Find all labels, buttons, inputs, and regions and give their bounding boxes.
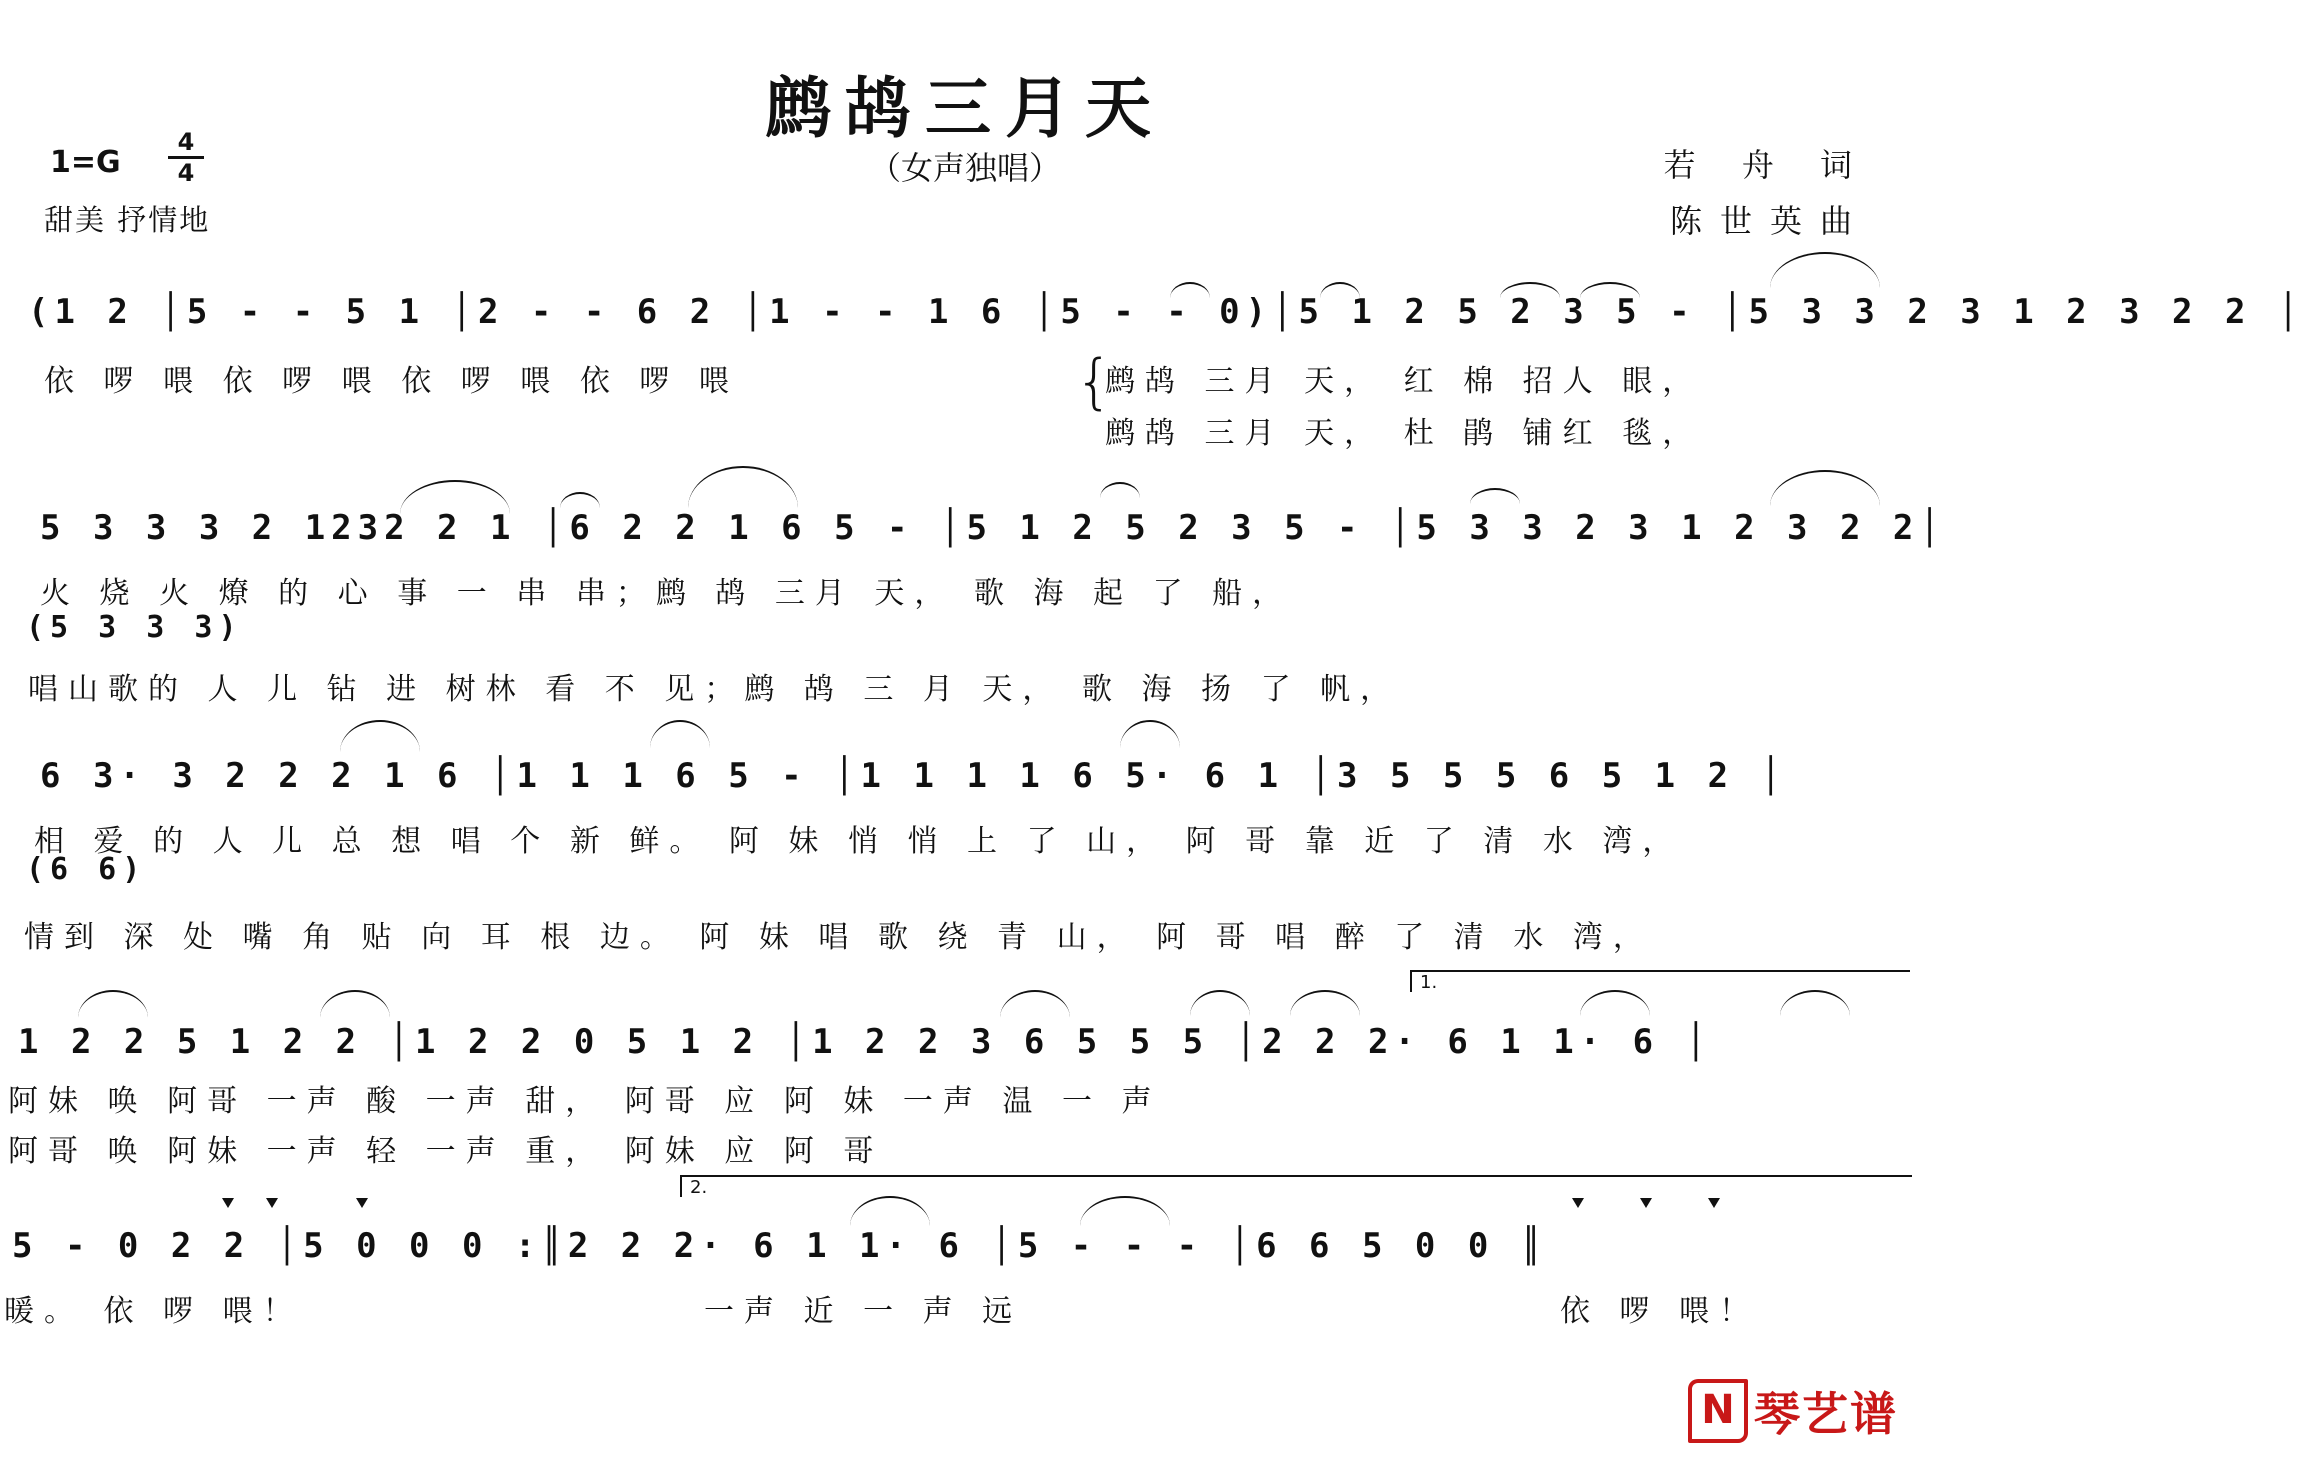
notation-row-1: (1 2 │5 - - 5 1 │2 - - 6 2 │1 - - 1 6 │5 - - 0)│5 1 2 5 2 3 5 - │5 3 3 2 3 1 2 3 2 2 │ [28, 292, 2304, 332]
song-title: 鹧鸪三月天 [765, 69, 1165, 147]
accent-mark [1708, 1198, 1720, 1208]
slur [1780, 990, 1850, 1016]
lyrics-row-1-intro: 依 啰 喂 依 啰 喂 依 啰 喂 依 啰 喂 [44, 364, 739, 399]
slur [1500, 282, 1560, 298]
lyrics-row-2-verse-2: 唱山歌的 人 儿 钻 进 树林 看 不 见；鹧 鸪 三 月 天， 歌 海 扬 了 帆， [28, 672, 1401, 707]
volta-2-label: 2. [690, 1177, 708, 1198]
slur [78, 990, 148, 1018]
logo-text: 琴艺谱 [1754, 1387, 1898, 1441]
song-subtitle: （女声独唱） [868, 149, 1061, 187]
notation-row-3: 6 3· 3 2 2 2 1 6 │1 1 1 6 5 - │1 1 1 1 6 5· 6 1 │3 5 5 5 6 5 1 2 │ [40, 756, 1788, 796]
site-logo[interactable] [1688, 1378, 1898, 1444]
lyrics-row-1-verse-1: 鹧鸪 三月 天， 红 棉 招人 眼， [1105, 364, 1703, 399]
volta-1-bracket [1410, 970, 1910, 992]
notation-row-4: 1 2 2 5 1 2 2 │1 2 2 0 5 1 2 │1 2 2 3 6 5 5 5 │2 2 2· 6 1 1· 6 │ [18, 1022, 1713, 1062]
slur [1170, 282, 1210, 298]
slur [1320, 282, 1360, 298]
key-signature: 1=G [50, 145, 121, 180]
logo-mark-icon: N [1688, 1379, 1748, 1443]
ossia-row-2: (5 3 3 3) [26, 610, 243, 645]
lyrics-row-4-verse-1: 阿妹 唤 阿哥 一声 酸 一声 甜， 阿哥 应 阿 妹 一声 温 一 声 [8, 1084, 1162, 1119]
slur [1120, 720, 1180, 748]
slur [1580, 990, 1650, 1016]
slur [850, 1196, 930, 1226]
lyrics-row-3-verse-1: 相 爱 的 人 儿 总 想 唱 个 新 鲜。 阿 妹 悄 悄 上 了 山， 阿 哥 靠 近 了 清 水 湾， [34, 824, 1683, 859]
accent-mark [222, 1198, 234, 1208]
accent-mark [1572, 1198, 1584, 1208]
slur [650, 720, 710, 748]
lyrics-row-4-verse-2: 阿哥 唤 阿妹 一声 轻 一声 重， 阿妹 应 阿 哥 [8, 1134, 884, 1169]
lyrics-row-1-verse-2: 鹧鸪 三月 天， 杜 鹃 铺红 毯， [1105, 416, 1703, 451]
slur [400, 480, 510, 514]
lyrics-row-5-second-ending: 一声 近 一 声 远 [704, 1294, 1023, 1329]
time-top: 4 [177, 128, 195, 156]
lyrics-row-5-coda: 依 啰 喂！ [1560, 1294, 1760, 1329]
lyrics-row-5-first-ending: 暖。 依 啰 喂！ [4, 1294, 303, 1329]
time-bottom: 4 [177, 159, 195, 187]
accent-mark [266, 1198, 278, 1208]
slur [1770, 252, 1880, 288]
slur [1190, 990, 1250, 1016]
time-signature [168, 130, 204, 185]
slur [1100, 482, 1140, 498]
composer-credit: 陈世英曲 [1669, 202, 1870, 240]
slur [1770, 470, 1880, 506]
slur [340, 720, 420, 752]
tempo-marking: 甜美 抒情地 [44, 203, 211, 237]
lyrics-row-3-verse-2: 情到 深 处 嘴 角 贴 向 耳 根 边。 阿 妹 唱 歌 绕 青 山， 阿 哥 唱 醉 了 清 水 湾， [24, 920, 1653, 955]
accent-mark [356, 1198, 368, 1208]
slur [1470, 488, 1520, 504]
volta-1-label: 1. [1420, 972, 1438, 993]
lyrics-row-2-verse-1: 火 烧 火 燎 的 心 事 一 串 串；鹧 鸪 三月 天， 歌 海 起 了 船， [40, 576, 1293, 611]
lyricist-credit: 若 舟 词 [1663, 146, 1870, 184]
slur [320, 990, 390, 1018]
slur [560, 492, 600, 508]
slur [1290, 990, 1360, 1016]
ossia-row-3: (6 6) [26, 852, 147, 887]
slur [1080, 1196, 1170, 1226]
volta-2-bracket [680, 1175, 1912, 1197]
verse-brace: { [1075, 347, 1114, 417]
slur [1580, 282, 1640, 298]
accent-mark [1640, 1198, 1652, 1208]
notation-row-5: 5 - 0 2 2 │5 0 0 0 :║2 2 2· 6 1 1· 6 │5 - - - │6 6 5 0 0 ║ [12, 1226, 1548, 1266]
slur [688, 466, 798, 508]
notation-row-2: 5 3 3 3 2 1232 2 1 │6 2 2 1 6 5 - │5 1 2 5 2 3 5 - │5 3 3 2 3 1 2 3 2 2│ [40, 508, 1946, 548]
slur [1000, 990, 1070, 1018]
